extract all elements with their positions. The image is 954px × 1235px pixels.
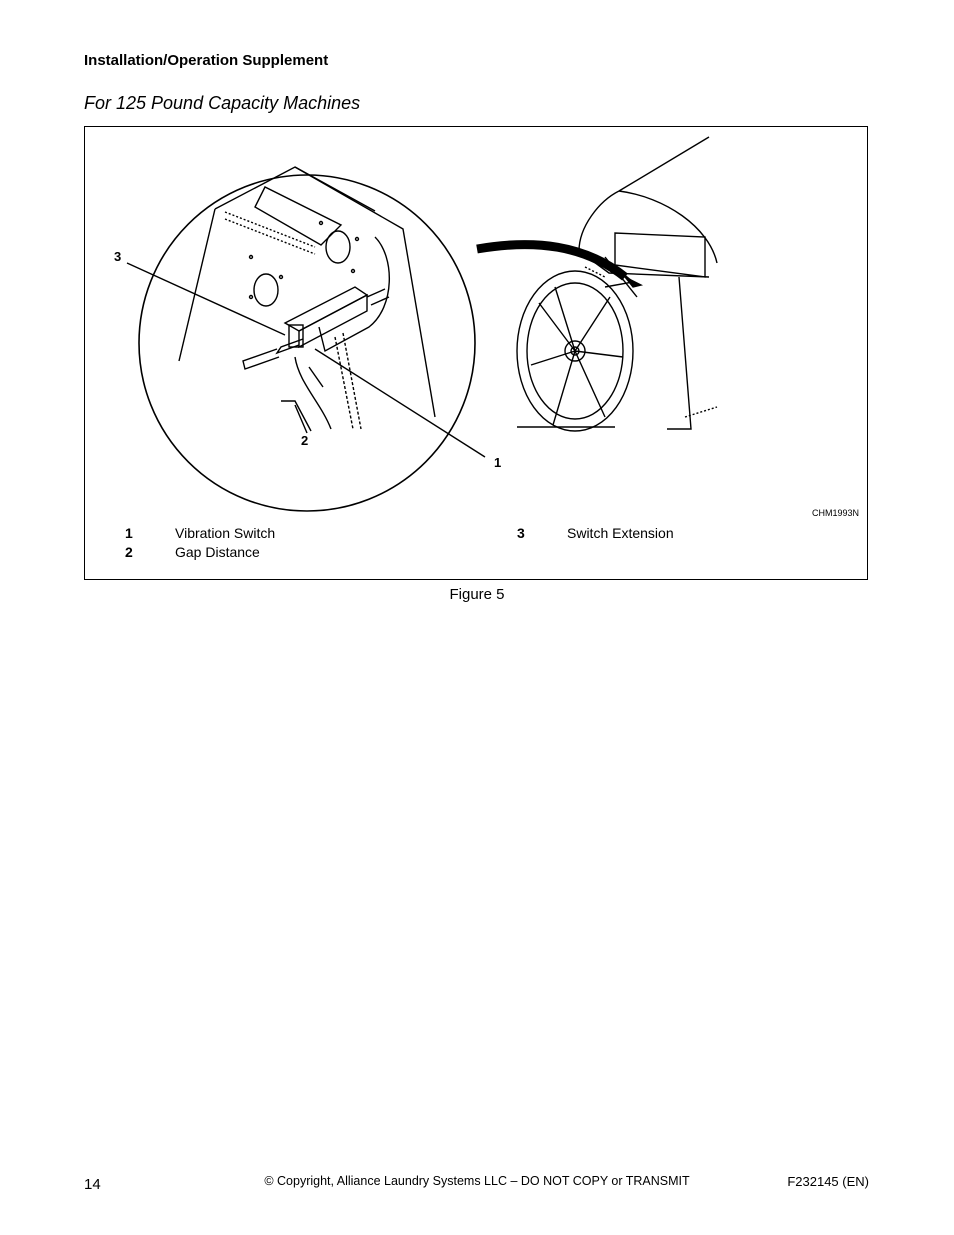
- legend-label: Gap Distance: [175, 544, 260, 560]
- section-subtitle: For 125 Pound Capacity Machines: [84, 93, 361, 113]
- legend-number: 2: [125, 544, 133, 560]
- detail-connector: [477, 245, 625, 277]
- legend-number: 1: [125, 525, 133, 541]
- detail-bracket: [127, 167, 485, 457]
- page-number: 14: [84, 1176, 101, 1193]
- legend-label: Switch Extension: [567, 525, 674, 541]
- leader-1: [315, 349, 485, 457]
- figure-caption: Figure 5: [449, 586, 505, 603]
- callout-2: 2: [301, 433, 309, 448]
- legend-number: 3: [517, 525, 525, 541]
- leader-3: [127, 263, 285, 335]
- illustration-code: CHM1993N: [811, 508, 859, 518]
- technical-illustration: [85, 127, 869, 581]
- machine-pulley-assembly: [517, 137, 717, 431]
- running-header: Installation/Operation Supplement: [84, 52, 329, 69]
- copyright-notice: © Copyright, Alliance Laundry Systems LLC – DO NOT COPY or TRANSMIT: [264, 1174, 690, 1188]
- callout-1: 1: [494, 455, 502, 470]
- callout-3: 3: [114, 249, 122, 264]
- figure-frame: [84, 126, 868, 580]
- legend-label: Vibration Switch: [175, 525, 276, 541]
- document-id: F232145 (EN): [787, 1174, 869, 1189]
